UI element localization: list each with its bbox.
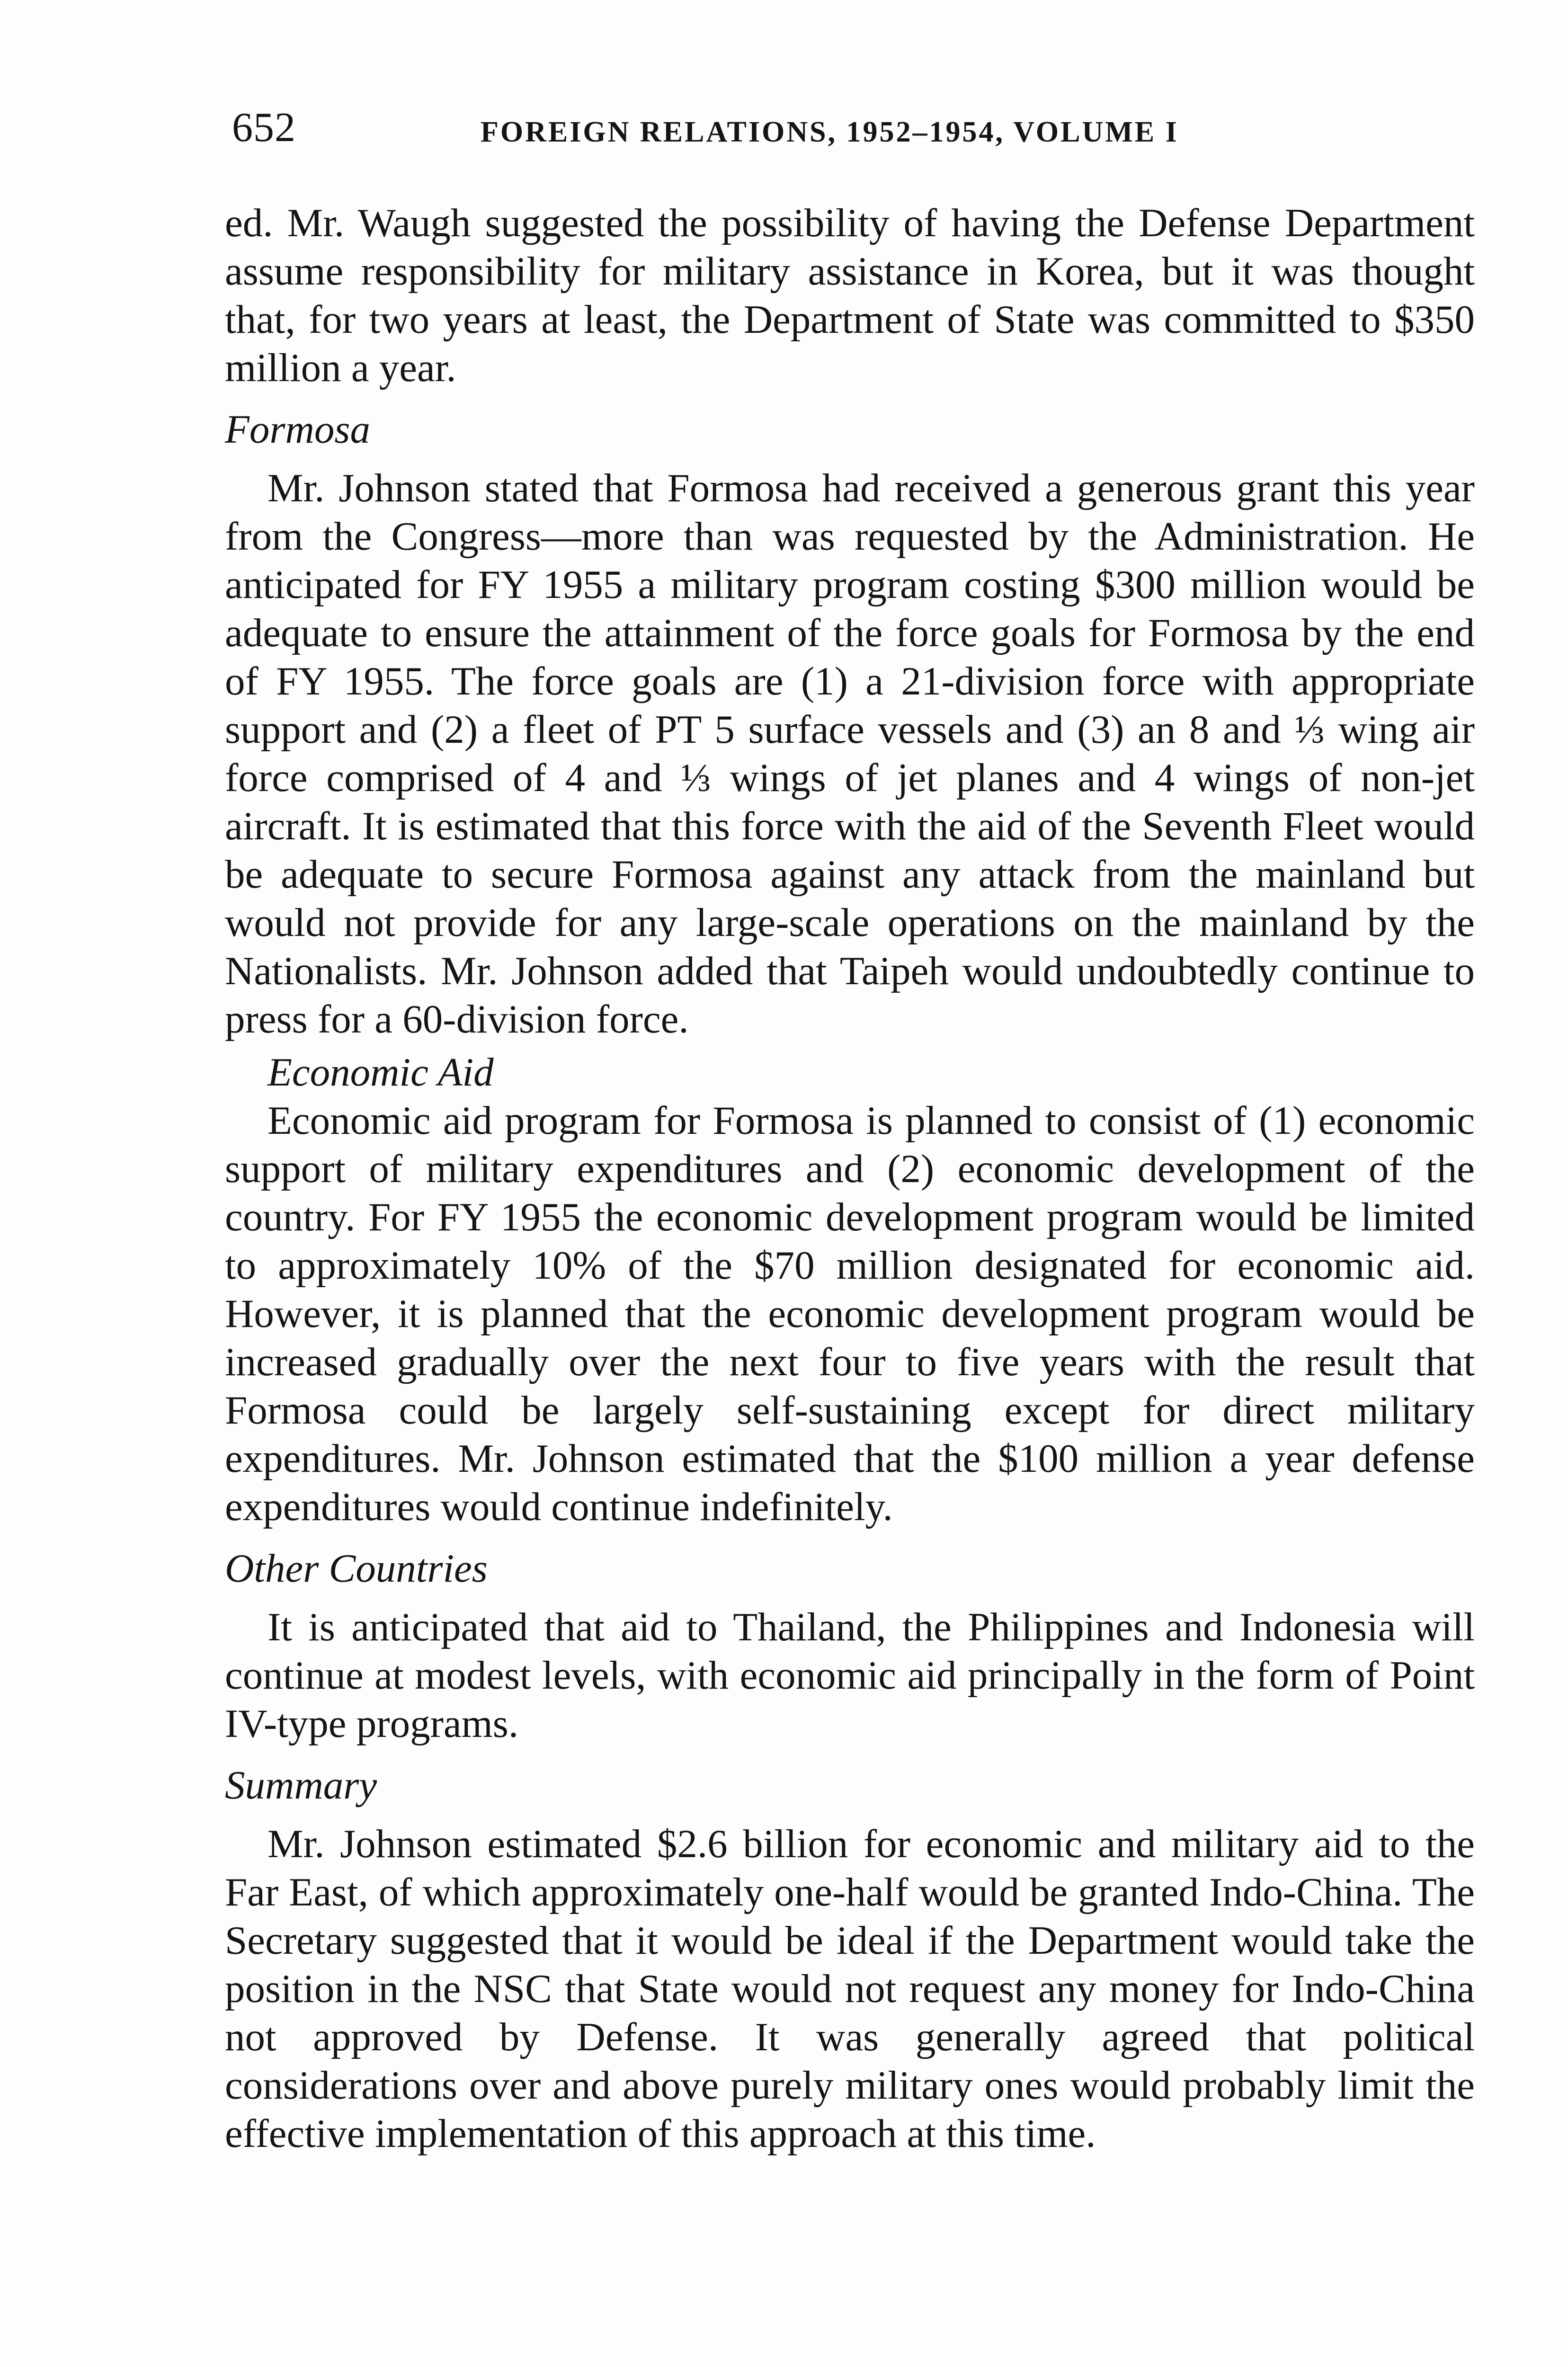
body-text (225, 199, 1475, 2158)
page-number: 652 (232, 105, 296, 151)
page-header (232, 102, 1491, 159)
korea-continuation-paragraph: ed. Mr. Waugh suggested the possibility of having the Defense Department assume responsibility for military assistance in Korea, but it was thought that, for two years at least, the Department of State was committed to $350 million a year. (225, 201, 1475, 390)
economic-aid-paragraph: Economic aid program for Formosa is planned to consist of (1) economic support of military expenditures and (2) economic development of the country. For FY 1955 the economic development program would be limited to approximately 10% of the $70 million designated for economic aid. However, it is planned that the economic development program would be increased gradually over the next four to five years with the result that Formosa could be largely self-sustaining except for direct military expenditures. Mr. Johnson estimated that the $100 million a year defense expenditures would continue indefinitely. (225, 1098, 1475, 1529)
other-countries-paragraph: It is anticipated that aid to Thailand, the Philippines and Indonesia will continue at modest levels, with economic aid principally in the form of Point IV-type programs. (225, 1605, 1475, 1746)
other-countries-heading: Other Countries (225, 1546, 488, 1591)
formosa-heading: Formosa (225, 407, 370, 452)
economic-aid-heading: Economic Aid (267, 1050, 494, 1095)
formosa-paragraph: Mr. Johnson stated that Formosa had received a generous grant this year from the Congress—more than was requested by the Administration. He anticipated for FY 1955 a military program costing $300 million would be adequate to ensure the attainment of the force goals for Formosa by the end of FY 1955. The force goals are (1) a 21-division force with appropriate support and (2) a fleet of PT 5 surface vessels and (3) an 8 and ⅓ wing air force comprised of 4 and ⅓ wings of jet planes and 4 wings of non-jet aircraft. It is estimated that this force with the aid of the Seventh Fleet would be adequate to secure Formosa against any attack from the mainland but would not provide for any large-scale operations on the mainland by the Nationalists. Mr. Johnson added that Taipeh would undoubtedly continue to press for a 60-division force. (225, 466, 1475, 1041)
running-head: FOREIGN RELATIONS, 1952–1954, VOLUME I (481, 116, 1179, 148)
summary-paragraph: Mr. Johnson estimated $2.6 billion for economic and military aid to the Far East, of which approximately one-half would be granted Indo-China. The Secretary suggested that it would be ideal if the Department would take the position in the NSC that State would not request any money for Indo-China not approved by Defense. It was generally agreed that political considerations over and above purely military ones would probably limit the effective implementation of this approach at this time. (225, 1822, 1475, 2156)
summary-heading: Summary (225, 1763, 377, 1807)
